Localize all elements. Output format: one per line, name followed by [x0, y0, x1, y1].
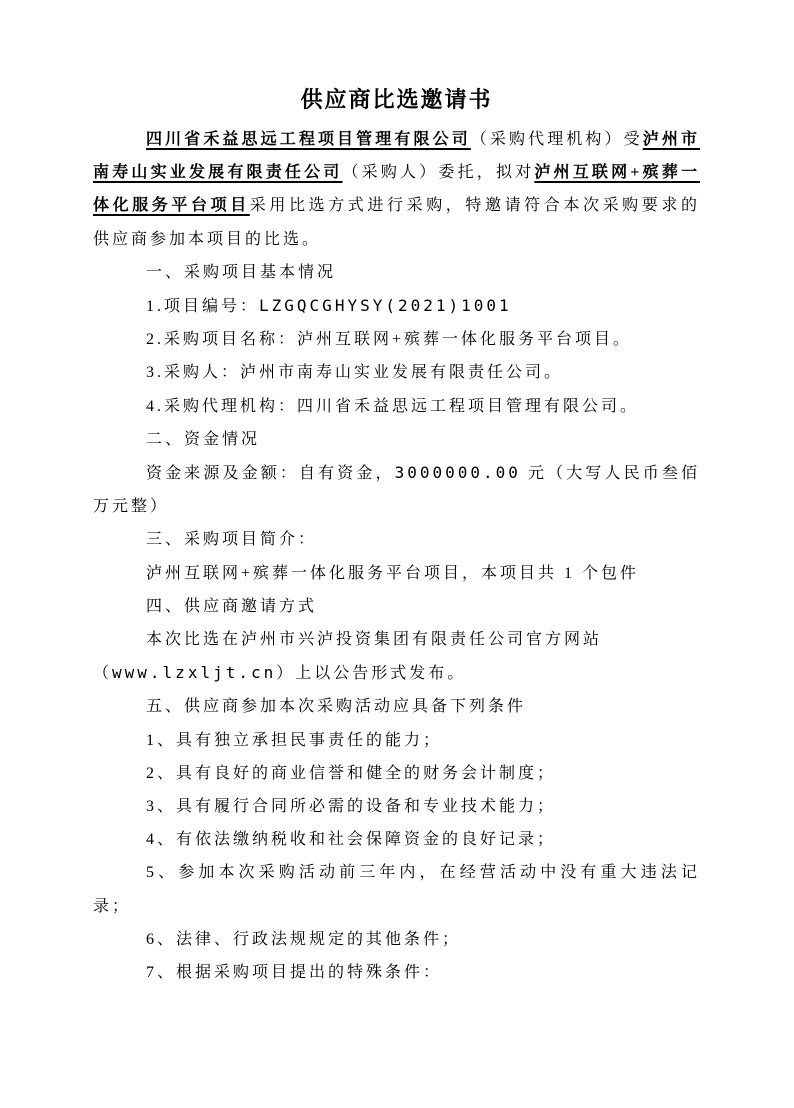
- section4-heading: 四、供应商邀请方式: [146, 597, 318, 615]
- condition-item-5: 5、参加本次采购活动前三年内，在经营活动中没有重大违法记录；: [93, 864, 700, 915]
- condition-item-7: 7、根据采购项目提出的特殊条件：: [146, 964, 443, 982]
- page-title: 供应商比选邀请书: [300, 87, 493, 112]
- website-open-paren: （: [93, 665, 113, 683]
- project-name-line: 2.采购项目名称：泸州互联网+殡葬一体化服务平台项目。: [146, 331, 633, 349]
- invitation-line1-text: 本次比选在泸州市兴泸投资集团有限责任公司官方网站: [146, 631, 603, 649]
- funding-line: [93, 456, 700, 523]
- section2-heading: 二、资金情况: [146, 430, 261, 448]
- section3-heading: 三、采购项目简介：: [146, 531, 318, 549]
- funding-prefix-text: 资金来源及金额：自有资金，: [146, 465, 395, 483]
- purchaser-name-underlined: 泸州市南寿山实业发展有限责任公司: [93, 131, 700, 182]
- project-number-value: LZGQCGHYSY(2021)1001: [259, 296, 512, 316]
- website-url: www.lzxljt.cn: [112, 663, 277, 683]
- condition-item-2: 2、具有良好的商业信誉和健全的财务会计制度；: [146, 764, 557, 782]
- condition-item-1: 1、具有独立承担民事责任的能力；: [146, 731, 443, 749]
- project-name-underlined: 泸州互联网+殡葬一体化服务平台项目: [93, 164, 700, 215]
- condition-item-4: 4、有依法缴纳税收和社会保障资金的良好记录；: [146, 831, 557, 849]
- project-number-line: [93, 289, 700, 323]
- section5-heading: 五、供应商参加本次采购活动应具备下列条件: [146, 698, 527, 716]
- intro-closing-text: 采用比选方式进行采购，特邀请符合本次采购要求的供应商参加本项目的比选。: [93, 197, 700, 248]
- summary-line: 泸州互联网+殡葬一体化服务平台项目，本项目共 1 个包件: [146, 564, 640, 582]
- purchaser-suffix-text: （采购人）委托，拟对: [342, 164, 535, 182]
- condition-item-3: 3、具有履行合同所必需的设备和专业技术能力；: [146, 798, 557, 816]
- condition-item-6: 6、法律、行政法规规定的其他条件；: [146, 930, 462, 948]
- intro-paragraph: [93, 123, 700, 256]
- invitation-line2-suffix-text: ）上以公告形式发布。: [276, 665, 467, 683]
- agency-suffix-text: （采购代理机构）受: [470, 131, 643, 148]
- funding-suffix-text: 元（大写人民币叁佰万元整）: [93, 465, 700, 516]
- funding-amount-value: 3000000.00: [394, 463, 521, 483]
- purchaser-line: 3.采购人：泸州市南寿山实业发展有限责任公司。: [146, 364, 564, 382]
- project-number-label: 1.项目编号：: [146, 298, 260, 316]
- agency-name-underlined: 四川省禾益思远工程项目管理有限公司: [146, 131, 471, 148]
- section1-heading: 一、采购项目基本情况: [146, 263, 337, 281]
- invitation-line: [93, 623, 700, 690]
- agency-line: 4.采购代理机构：四川省禾益思远工程项目管理有限公司。: [146, 397, 640, 415]
